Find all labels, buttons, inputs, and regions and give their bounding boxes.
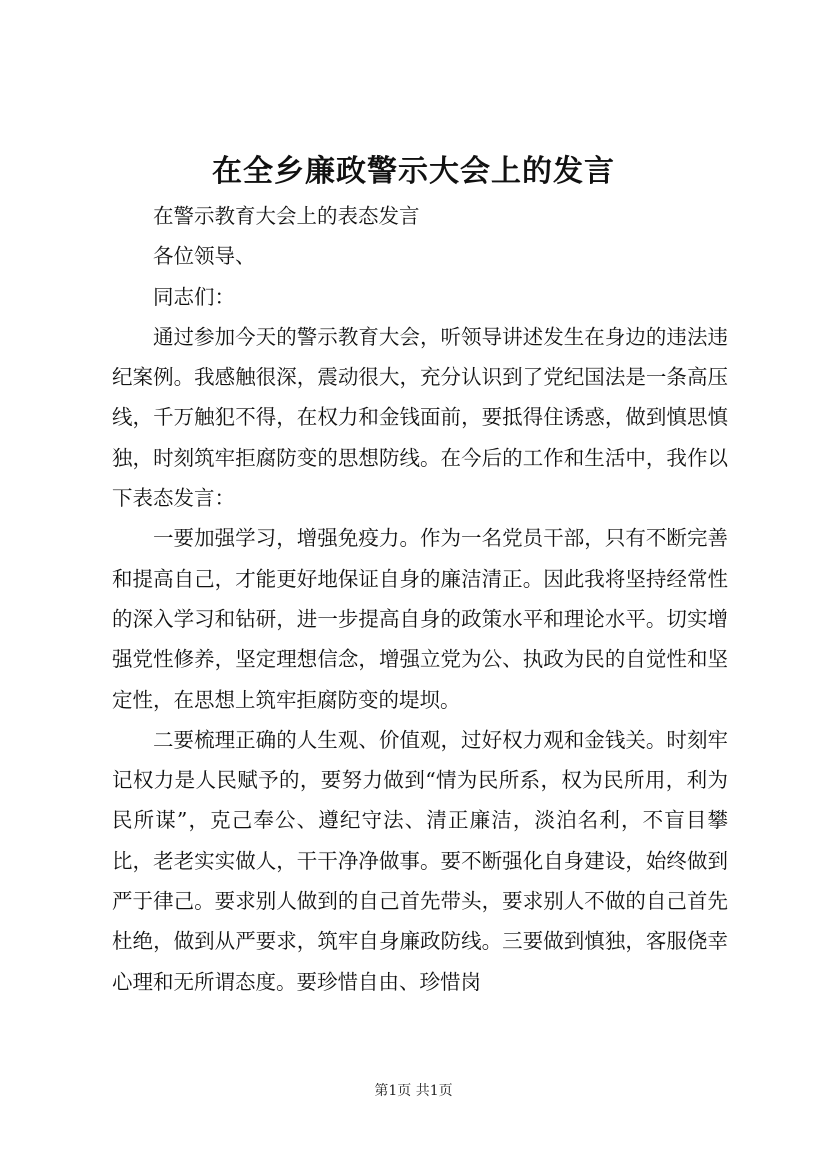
document-body	[112, 196, 728, 1002]
paragraph-point-two: 二要梳理正确的人生观、价值观，过好权力观和金钱关。时刻牢记权力是人民赋予的，要努力做到“情为民所系，权为民所用，利为民所谋”，克己奉公、遵纪守法、清正廉洁，淡泊名利，不盲目攀比，老老实实做人，干干净净做事。要不断强化自身建设，始终做到严于律己。要求别人做到的自己首先带头，要求别人不做的自己首先杜绝，做到从严要求，筑牢自身廉政防线。三要做到慎独，客服侥幸心理和无所谓态度。要珍惜自由、珍惜岗	[112, 727, 728, 994]
document-title: 在全乡廉政警示大会上的发言	[212, 154, 615, 189]
paragraph-point-one: 一要加强学习，增强免疫力。作为一名党员干部，只有不断完善和提高自己，才能更好地保证自身的廉洁清正。因此我将坚持经常性的深入学习和钻研，进一步提高自身的政策水平和理论水平。切实增强党性修养，坚定理想信念，增强立党为公、执政为民的自觉性和坚定性，在思想上筑牢拒腐防变的堤坝。	[112, 526, 728, 712]
paragraph-subtitle: 在警示教育大会上的表态发言	[153, 204, 420, 228]
page-footer: 第1页 共1页	[374, 1083, 453, 1099]
paragraph-salutation-comrades: 同志们：	[153, 284, 235, 309]
paragraph-salutation-leaders: 各位领导、	[153, 244, 256, 269]
paragraph-intro: 通过参加今天的警示教育大会，听领导讲述发生在身边的违法违纪案例。我感触很深，震动很大，充分认识到了党纪国法是一条高压线，千万触犯不得，在权力和金钱面前，要抵得住诱惑，做到慎思慎独，时刻筑牢拒腐防变的思想防线。在今后的工作和生活中，我作以下表态发言：	[112, 324, 728, 511]
